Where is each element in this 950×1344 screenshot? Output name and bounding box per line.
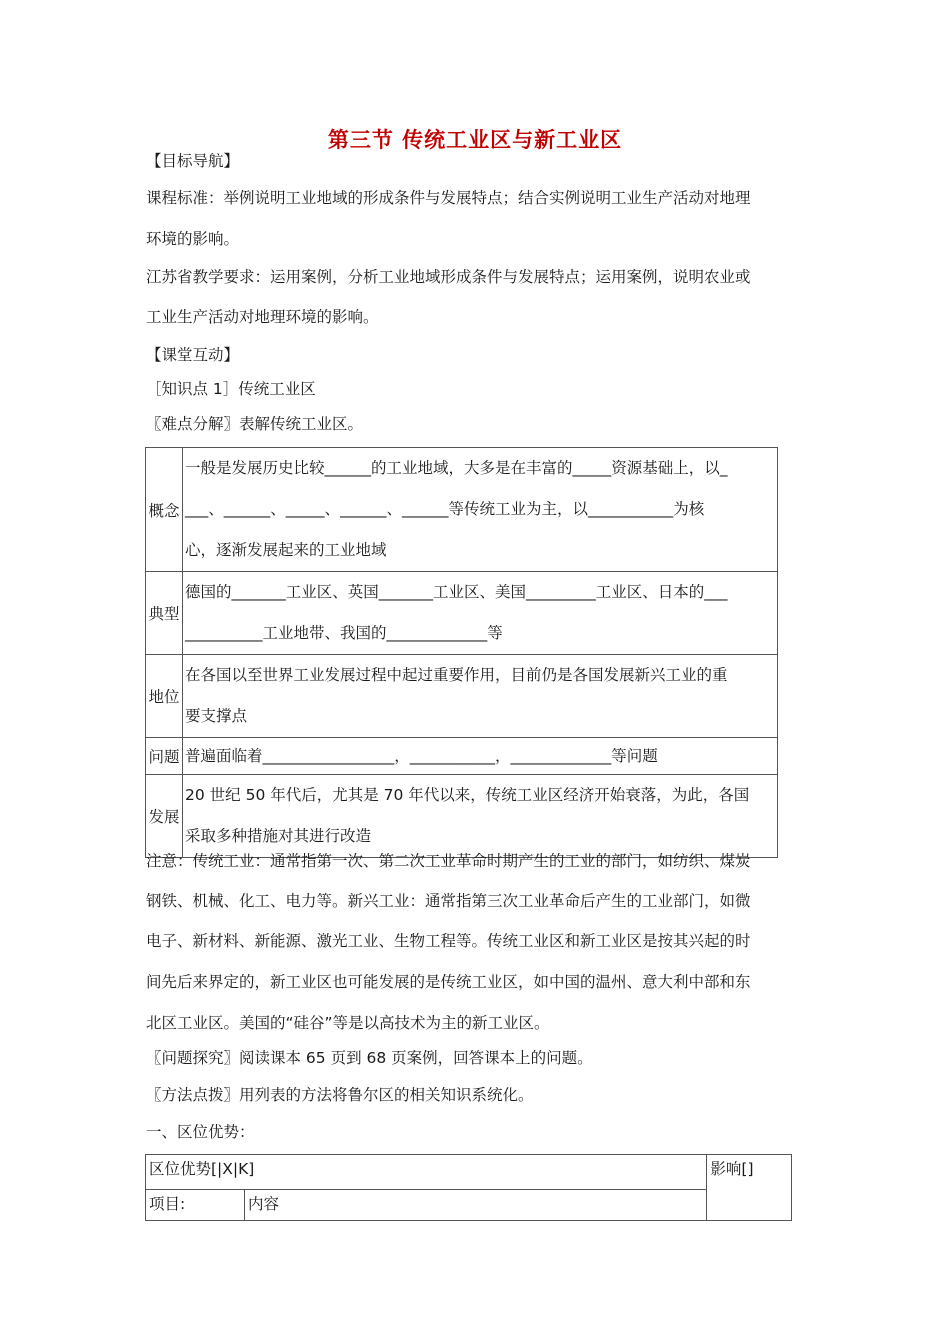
table-row bbox=[146, 448, 778, 572]
table-row bbox=[146, 655, 778, 738]
header-impact: 影响[] bbox=[707, 1155, 792, 1221]
row-key-problem: 问题 bbox=[146, 738, 183, 775]
curriculum-standard-line-2: 环境的影响。 bbox=[146, 230, 240, 248]
problem-exploration: 〖问题探究〗阅读课本 65 页到 68 页案例，回答课本上的问题。 bbox=[146, 1049, 593, 1067]
row-value-status: 在各国以至世界工业发展过程中起过重要作用，目前仍是各国发展新兴工业的重 要支撑点 bbox=[183, 655, 778, 738]
row-value-development: 20 世纪 50 年代后，尤其是 70 年代以来，传统工业区经济开始衰落，为此，各国 采取多种措施对其进行改造 bbox=[183, 775, 778, 858]
jiangsu-requirement-line-2: 工业生产活动对地理环境的影响。 bbox=[146, 308, 379, 326]
header-location-advantage: 区位优势[|X|K] bbox=[146, 1155, 707, 1190]
note-line-5: 北区工业区。美国的“硅谷”等是以高技术为主的新工业区。 bbox=[146, 1014, 550, 1032]
row-key-development: 发展 bbox=[146, 775, 183, 858]
knowledge-point-1: ［知识点 1］传统工业区 bbox=[146, 380, 316, 398]
traditional-industrial-area-table bbox=[145, 447, 778, 858]
cell-content: 内容 bbox=[245, 1190, 707, 1221]
difficulty-breakdown: 〖难点分解〗表解传统工业区。 bbox=[146, 415, 364, 433]
section-location-advantage: 一、区位优势： bbox=[146, 1123, 255, 1141]
note-line-1: 注意：传统工业：通常指第一次、第二次工业革命时期产生的工业的部门，如纺织、煤炭 bbox=[146, 852, 751, 870]
row-value-typical: 德国的_______工业区、英国_______工业区、美国_________工业区、日本的___ __________工业地带、我国的_____________等 bbox=[183, 572, 778, 655]
row-value-concept: 一般是发展历史比较______的工业地域，大多是在丰富的_____资源基础上，以_ ___、______、_____、______、______等传统工业为主，以___________为核 心，逐渐发展起来的工业地域 bbox=[183, 448, 778, 572]
table-row bbox=[146, 572, 778, 655]
method-guidance: 〖方法点拨〗用列表的方法将鲁尔区的相关知识系统化。 bbox=[146, 1086, 534, 1104]
jiangsu-requirement-line-1: 江苏省教学要求：运用案例，分析工业地域形成条件与发展特点；运用案例，说明农业或 bbox=[146, 268, 751, 286]
note-line-2: 钢铁、机械、化工、电力等。新兴工业：通常指第三次工业革命后产生的工业部门，如微 bbox=[146, 892, 751, 910]
row-key-status: 地位 bbox=[146, 655, 183, 738]
curriculum-standard-line-1: 课程标准：举例说明工业地域的形成条件与发展特点；结合实例说明工业生产活动对地理 bbox=[146, 189, 751, 207]
cell-item: 项目: bbox=[146, 1190, 245, 1221]
note-line-3: 电子、新材料、新能源、激光工业、生物工程等。传统工业区和新工业区是按其兴起的时 bbox=[146, 932, 751, 950]
heading-classroom-interaction: 【课堂互动】 bbox=[146, 346, 240, 364]
page-title: 第三节 传统工业区与新工业区 bbox=[327, 128, 623, 152]
row-value-problem: 普遍面临着_________________，___________，_____________等问题 bbox=[183, 738, 778, 775]
heading-goal-navigation: 【目标导航】 bbox=[146, 152, 240, 170]
table-row bbox=[146, 738, 778, 775]
row-key-typical: 典型 bbox=[146, 572, 183, 655]
table-row bbox=[146, 775, 778, 858]
table-row bbox=[146, 1190, 792, 1221]
note-line-4: 间先后来界定的，新工业区也可能发展的是传统工业区，如中国的温州、意大利中部和东 bbox=[146, 973, 751, 991]
row-key-concept: 概念 bbox=[146, 448, 183, 572]
table-row bbox=[146, 1155, 792, 1190]
location-advantage-table bbox=[145, 1154, 792, 1221]
